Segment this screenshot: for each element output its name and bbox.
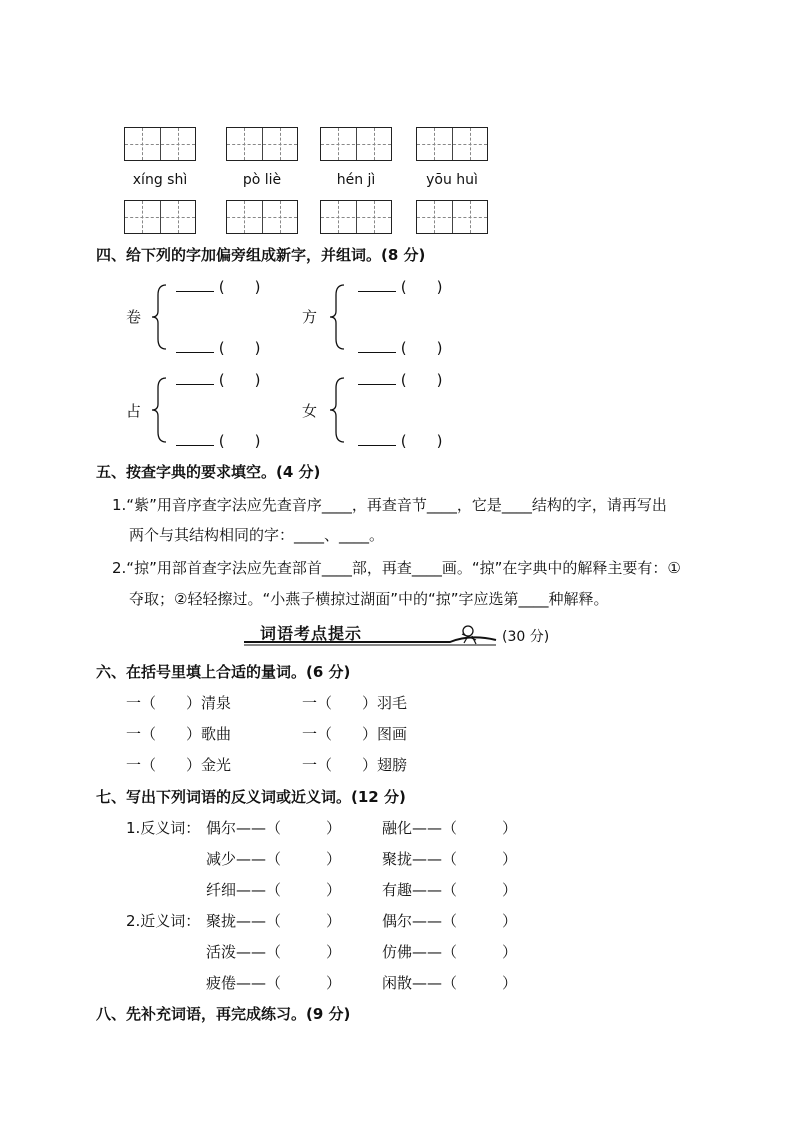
answer-line[interactable]: ( ): [176, 430, 261, 451]
section-5-title: 五、按查字典的要求填空。(4 分): [96, 463, 321, 481]
answer-line[interactable]: ( ): [176, 369, 261, 390]
brace-icon: [150, 376, 170, 444]
section-banner: [240, 620, 550, 648]
word-pair-item[interactable]: 聚拢——（ ）: [382, 850, 518, 868]
measure-word-item[interactable]: 一（ ）图画: [302, 725, 408, 743]
word-pair-item[interactable]: 偶尔——（ ）: [206, 819, 342, 837]
brace-icon: [150, 283, 170, 351]
pinyin-label: pò liè: [242, 172, 282, 188]
banner-title: 词语考点提示: [260, 624, 363, 643]
writing-box[interactable]: [320, 200, 392, 234]
word-pair-item[interactable]: 仿佛——（ ）: [382, 943, 518, 961]
section-6-title: 六、在括号里填上合适的量词。(6 分): [96, 663, 351, 681]
pinyin-label: hén jì: [336, 172, 376, 188]
answer-line[interactable]: ( ): [176, 337, 261, 358]
measure-word-item[interactable]: 一（ ）翅膀: [302, 756, 408, 774]
measure-word-item[interactable]: 一（ ）羽毛: [302, 694, 408, 712]
question-text: 2.“掠”用部首查字法应先查部首____部，再查____画。“掠”在字典中的解释主要有：①: [112, 559, 681, 577]
section-8-title: 八、先补充词语，再完成练习。(9 分): [96, 1005, 351, 1023]
synonym-label: 2.近义词：: [126, 912, 201, 930]
writing-box[interactable]: [124, 200, 196, 234]
question-text: 两个与其结构相同的字：____、____。: [129, 526, 385, 544]
base-character: 占: [126, 402, 142, 420]
answer-line[interactable]: ( ): [358, 337, 443, 358]
section-7-title: 七、写出下列词语的反义词或近义词。(12 分): [96, 788, 406, 806]
word-pair-item[interactable]: 疲倦——（ ）: [206, 974, 342, 992]
base-character: 卷: [126, 308, 142, 326]
word-pair-item[interactable]: 纤细——（ ）: [206, 881, 342, 899]
answer-line[interactable]: ( ): [358, 276, 443, 297]
writing-box[interactable]: [320, 127, 392, 161]
word-pair-item[interactable]: 闲散——（ ）: [382, 974, 518, 992]
writing-box[interactable]: [416, 127, 488, 161]
word-pair-item[interactable]: 融化——（ ）: [382, 819, 518, 837]
pinyin-label: xíng shì: [132, 172, 188, 188]
brace-icon: [328, 283, 348, 351]
word-pair-item[interactable]: 聚拢——（ ）: [206, 912, 342, 930]
brace-icon: [328, 376, 348, 444]
writing-box[interactable]: [226, 127, 298, 161]
pinyin-label: yōu huì: [426, 172, 478, 188]
answer-line[interactable]: ( ): [358, 430, 443, 451]
word-pair-item[interactable]: 偶尔——（ ）: [382, 912, 518, 930]
base-character: 方: [302, 308, 318, 326]
word-pair-item[interactable]: 活泼——（ ）: [206, 943, 342, 961]
question-text: 夺取；②轻轻擦过。“小燕子横掠过湖面”中的“掠”字应选第____种解释。: [129, 590, 609, 608]
section-4-title: 四、给下列的字加偏旁组成新字，并组词。(8 分): [96, 246, 426, 264]
word-pair-item[interactable]: 减少——（ ）: [206, 850, 342, 868]
writing-box[interactable]: [124, 127, 196, 161]
word-pair-item[interactable]: 有趣——（ ）: [382, 881, 518, 899]
answer-line[interactable]: ( ): [358, 369, 443, 390]
banner-score: (30 分): [502, 629, 550, 645]
writing-box[interactable]: [416, 200, 488, 234]
measure-word-item[interactable]: 一（ ）清泉: [126, 694, 232, 712]
measure-word-item[interactable]: 一（ ）歌曲: [126, 725, 232, 743]
question-text: 1.“紫”用音序查字法应先查音序____，再查音节____，它是____结构的字，请再写出: [112, 496, 667, 514]
writing-box[interactable]: [226, 200, 298, 234]
base-character: 女: [302, 402, 318, 420]
answer-line[interactable]: ( ): [176, 276, 261, 297]
antonym-label: 1.反义词：: [126, 819, 201, 837]
measure-word-item[interactable]: 一（ ）金光: [126, 756, 232, 774]
